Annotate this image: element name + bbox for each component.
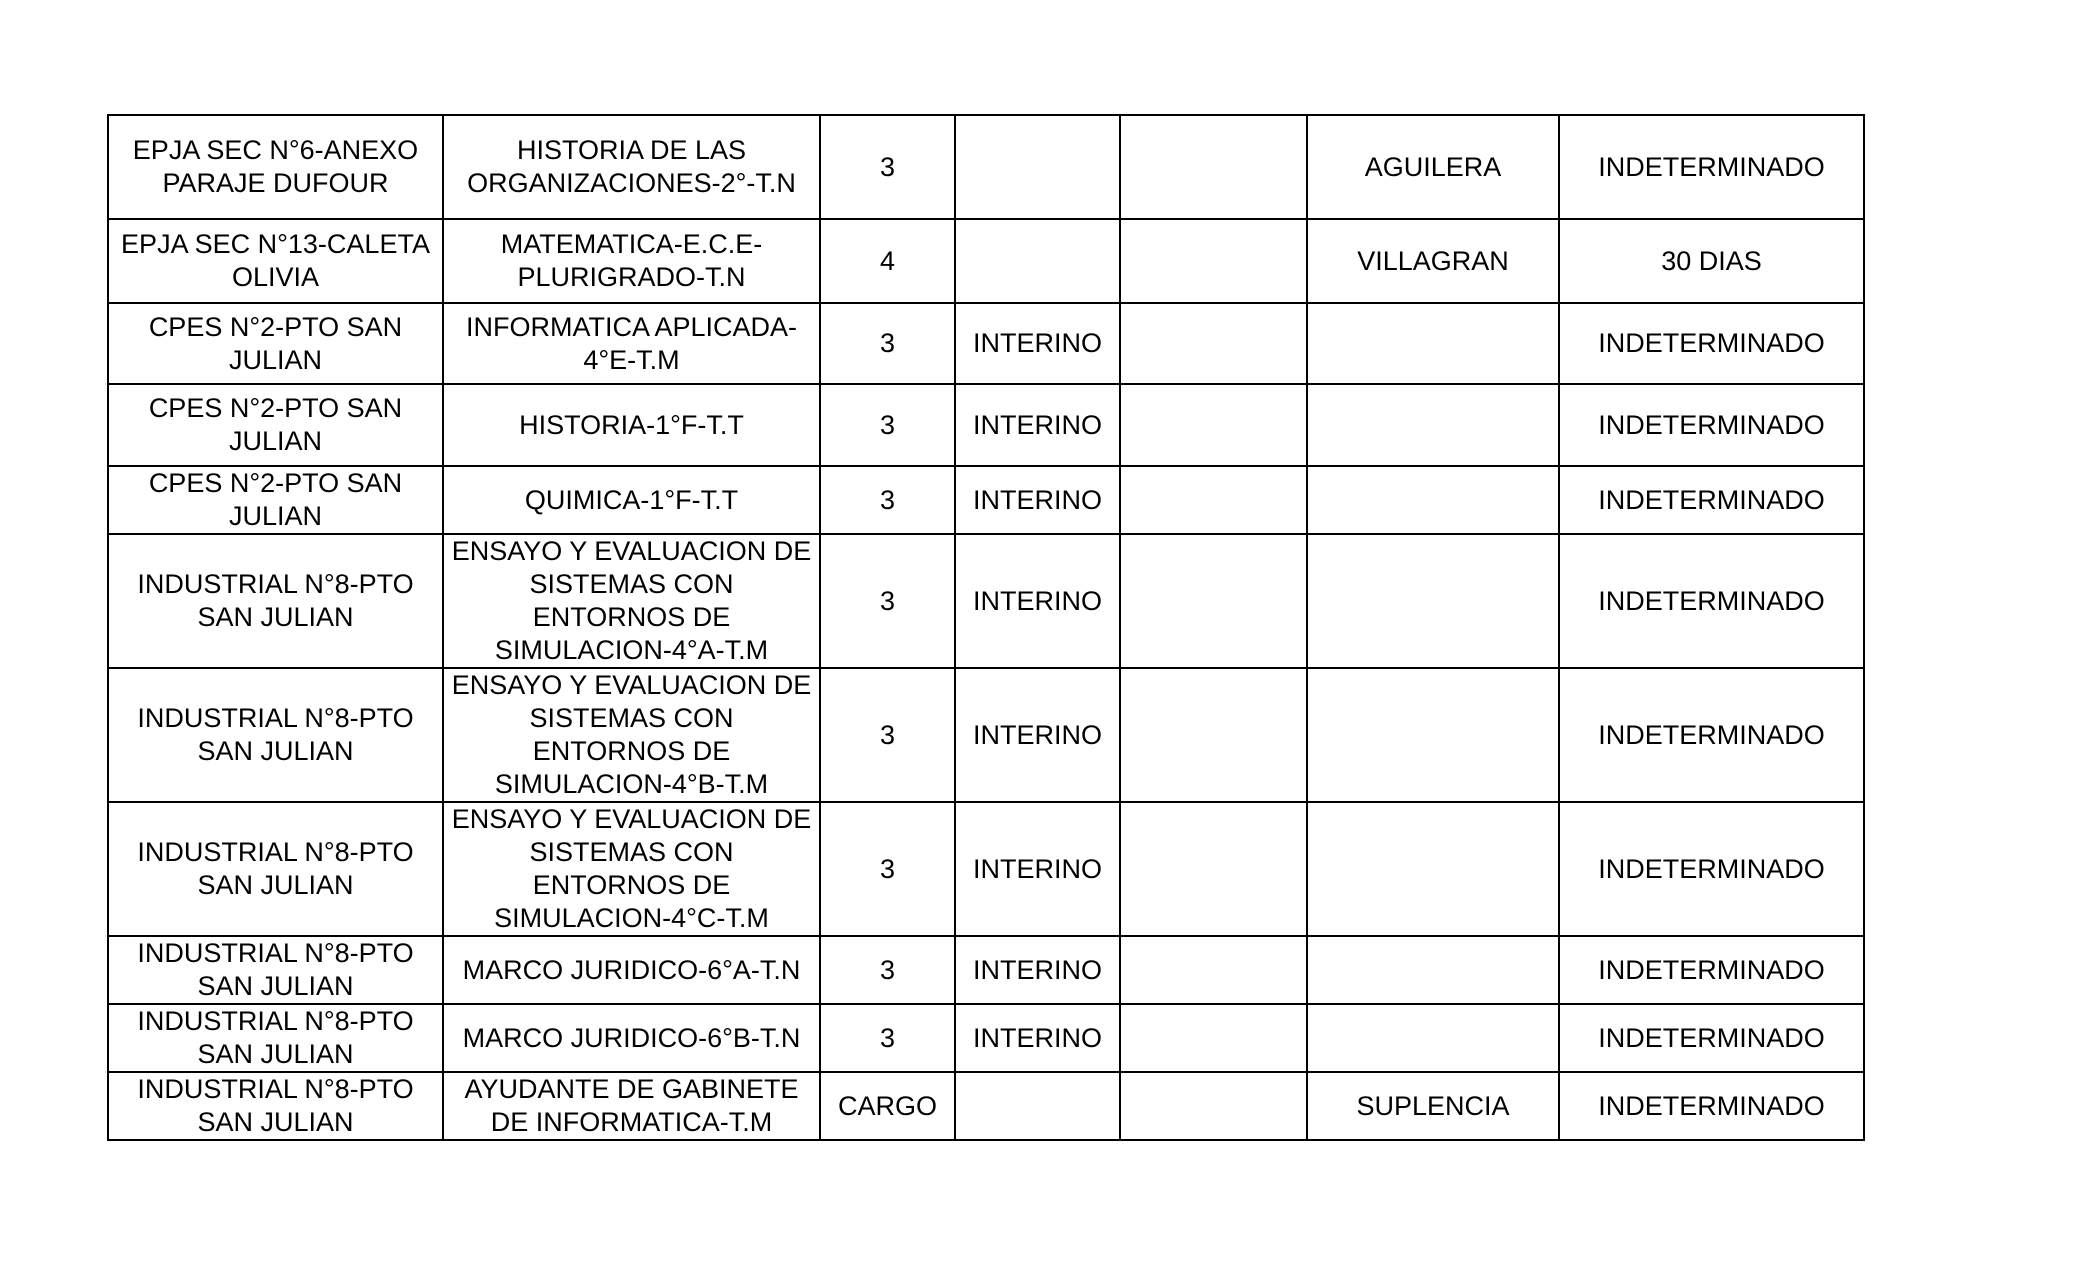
position-type-cell: INTERINO: [955, 534, 1120, 668]
school-cell: INDUSTRIAL N°8-PTO SAN JULIAN: [108, 534, 443, 668]
substitute-cell: [1307, 936, 1559, 1004]
table-row: [108, 466, 1864, 534]
hours-cell: 3: [820, 534, 955, 668]
subject-cell: QUIMICA-1°F-T.T: [443, 466, 820, 534]
empty-cell: [1120, 303, 1307, 384]
position-type-cell: INTERINO: [955, 936, 1120, 1004]
empty-cell: [1120, 466, 1307, 534]
empty-cell: [1120, 219, 1307, 303]
school-cell: INDUSTRIAL N°8-PTO SAN JULIAN: [108, 1004, 443, 1072]
table-row: [108, 384, 1864, 466]
table-row: [108, 802, 1864, 936]
subject-cell: MATEMATICA-E.C.E-PLURIGRADO-T.N: [443, 219, 820, 303]
school-cell: CPES N°2-PTO SAN JULIAN: [108, 466, 443, 534]
substitute-cell: [1307, 1004, 1559, 1072]
school-cell: CPES N°2-PTO SAN JULIAN: [108, 303, 443, 384]
table-row: [108, 1072, 1864, 1140]
substitute-cell: [1307, 303, 1559, 384]
substitute-cell: [1307, 802, 1559, 936]
table-row: [108, 303, 1864, 384]
duration-cell: INDETERMINADO: [1559, 936, 1864, 1004]
subject-cell: HISTORIA DE LAS ORGANIZACIONES-2°-T.N: [443, 115, 820, 219]
position-type-cell: INTERINO: [955, 668, 1120, 802]
subject-cell: HISTORIA-1°F-T.T: [443, 384, 820, 466]
empty-cell: [1120, 1072, 1307, 1140]
empty-cell: [1120, 802, 1307, 936]
table-row: [108, 668, 1864, 802]
empty-cell: [1120, 534, 1307, 668]
duration-cell: INDETERMINADO: [1559, 534, 1864, 668]
school-cell: CPES N°2-PTO SAN JULIAN: [108, 384, 443, 466]
hours-cell: 3: [820, 668, 955, 802]
position-type-cell: INTERINO: [955, 802, 1120, 936]
table-row: [108, 115, 1864, 219]
duration-cell: INDETERMINADO: [1559, 1004, 1864, 1072]
duration-cell: INDETERMINADO: [1559, 668, 1864, 802]
hours-cell: 3: [820, 936, 955, 1004]
position-type-cell: INTERINO: [955, 303, 1120, 384]
hours-cell: 3: [820, 115, 955, 219]
table-row: [108, 936, 1864, 1004]
duration-cell: INDETERMINADO: [1559, 115, 1864, 219]
empty-cell: [1120, 936, 1307, 1004]
table-row: [108, 219, 1864, 303]
table-row: [108, 534, 1864, 668]
hours-cell: 3: [820, 384, 955, 466]
position-type-cell: INTERINO: [955, 1004, 1120, 1072]
school-cell: EPJA SEC N°13-CALETA OLIVIA: [108, 219, 443, 303]
vacancies-table: [107, 114, 1865, 1141]
school-cell: EPJA SEC N°6-ANEXO PARAJE DUFOUR: [108, 115, 443, 219]
subject-cell: AYUDANTE DE GABINETE DE INFORMATICA-T.M: [443, 1072, 820, 1140]
school-cell: INDUSTRIAL N°8-PTO SAN JULIAN: [108, 936, 443, 1004]
substitute-cell: [1307, 668, 1559, 802]
table-row: [108, 1004, 1864, 1072]
duration-cell: 30 DIAS: [1559, 219, 1864, 303]
substitute-cell: VILLAGRAN: [1307, 219, 1559, 303]
school-cell: INDUSTRIAL N°8-PTO SAN JULIAN: [108, 1072, 443, 1140]
duration-cell: INDETERMINADO: [1559, 1072, 1864, 1140]
substitute-cell: AGUILERA: [1307, 115, 1559, 219]
position-type-cell: INTERINO: [955, 466, 1120, 534]
substitute-cell: [1307, 384, 1559, 466]
hours-cell: CARGO: [820, 1072, 955, 1140]
position-type-cell: [955, 219, 1120, 303]
subject-cell: MARCO JURIDICO-6°A-T.N: [443, 936, 820, 1004]
hours-cell: 3: [820, 1004, 955, 1072]
hours-cell: 3: [820, 303, 955, 384]
subject-cell: MARCO JURIDICO-6°B-T.N: [443, 1004, 820, 1072]
duration-cell: INDETERMINADO: [1559, 802, 1864, 936]
empty-cell: [1120, 668, 1307, 802]
duration-cell: INDETERMINADO: [1559, 384, 1864, 466]
hours-cell: 3: [820, 802, 955, 936]
substitute-cell: [1307, 466, 1559, 534]
empty-cell: [1120, 384, 1307, 466]
subject-cell: ENSAYO Y EVALUACION DE SISTEMAS CON ENTORNOS DE SIMULACION-4°C-T.M: [443, 802, 820, 936]
position-type-cell: [955, 1072, 1120, 1140]
duration-cell: INDETERMINADO: [1559, 303, 1864, 384]
substitute-cell: [1307, 534, 1559, 668]
empty-cell: [1120, 115, 1307, 219]
duration-cell: INDETERMINADO: [1559, 466, 1864, 534]
hours-cell: 4: [820, 219, 955, 303]
position-type-cell: INTERINO: [955, 384, 1120, 466]
subject-cell: ENSAYO Y EVALUACION DE SISTEMAS CON ENTORNOS DE SIMULACION-4°A-T.M: [443, 534, 820, 668]
school-cell: INDUSTRIAL N°8-PTO SAN JULIAN: [108, 802, 443, 936]
subject-cell: ENSAYO Y EVALUACION DE SISTEMAS CON ENTORNOS DE SIMULACION-4°B-T.M: [443, 668, 820, 802]
position-type-cell: [955, 115, 1120, 219]
school-cell: INDUSTRIAL N°8-PTO SAN JULIAN: [108, 668, 443, 802]
hours-cell: 3: [820, 466, 955, 534]
empty-cell: [1120, 1004, 1307, 1072]
substitute-cell: SUPLENCIA: [1307, 1072, 1559, 1140]
subject-cell: INFORMATICA APLICADA-4°E-T.M: [443, 303, 820, 384]
